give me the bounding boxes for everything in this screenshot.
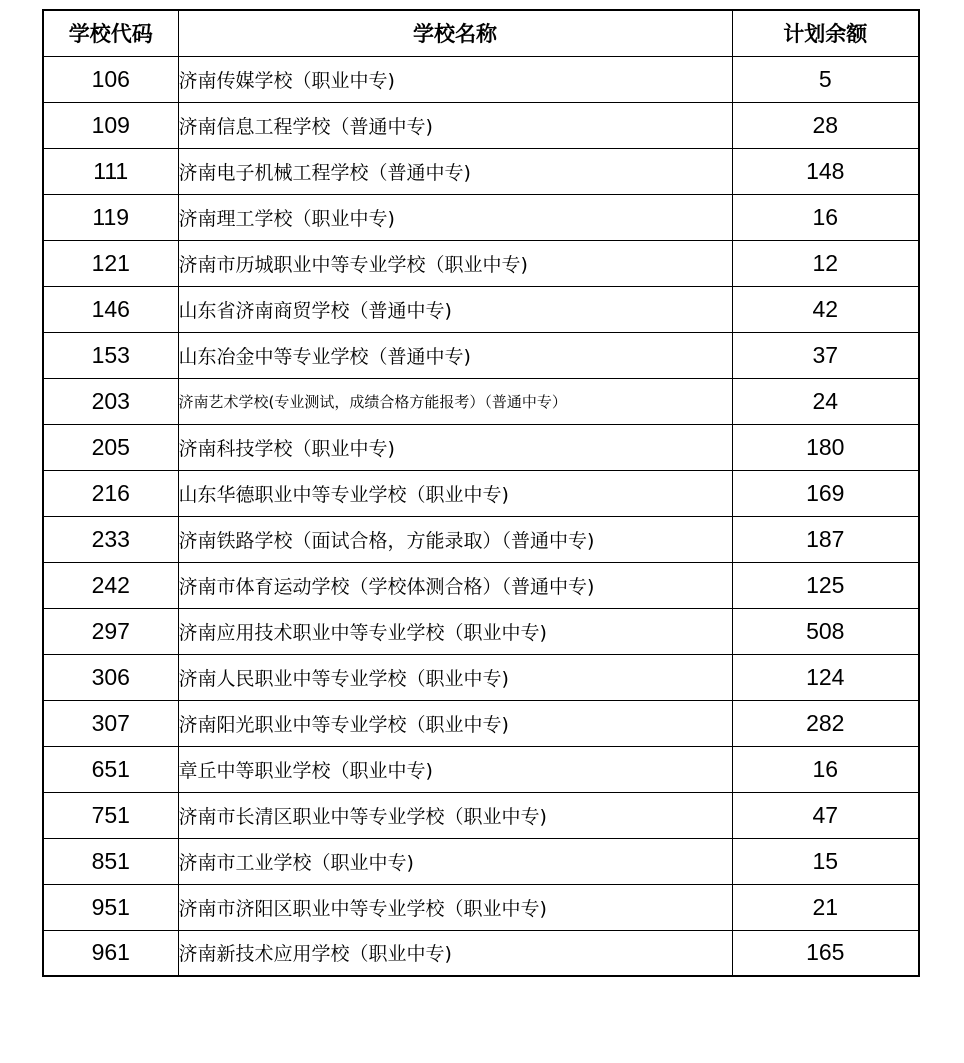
plan-quota-cell: 15 — [732, 838, 919, 884]
school-code-cell: 119 — [43, 194, 178, 240]
table-row — [43, 562, 919, 608]
table-row — [43, 148, 919, 194]
plan-quota-cell: 124 — [732, 654, 919, 700]
school-name-cell: 济南市工业学校（职业中专) — [178, 838, 732, 884]
header-school-name: 学校名称 — [178, 10, 732, 56]
school-code-cell: 205 — [43, 424, 178, 470]
school-name-cell: 济南信息工程学校（普通中专) — [178, 102, 732, 148]
school-name-cell: 济南人民职业中等专业学校（职业中专) — [178, 654, 732, 700]
table-row — [43, 654, 919, 700]
school-code-cell: 306 — [43, 654, 178, 700]
table-row — [43, 102, 919, 148]
plan-quota-cell: 148 — [732, 148, 919, 194]
school-name-cell: 济南应用技术职业中等专业学校（职业中专) — [178, 608, 732, 654]
header-school-code: 学校代码 — [43, 10, 178, 56]
table-row — [43, 332, 919, 378]
header-row — [43, 10, 919, 56]
school-name-cell: 山东冶金中等专业学校（普通中专) — [178, 332, 732, 378]
plan-quota-cell: 21 — [732, 884, 919, 930]
table-row — [43, 608, 919, 654]
school-code-cell: 242 — [43, 562, 178, 608]
plan-quota-cell: 5 — [732, 56, 919, 102]
table-row — [43, 884, 919, 930]
plan-quota-cell: 187 — [732, 516, 919, 562]
table-row — [43, 516, 919, 562]
plan-quota-cell: 16 — [732, 746, 919, 792]
plan-quota-cell: 165 — [732, 930, 919, 976]
school-code-cell: 233 — [43, 516, 178, 562]
school-code-cell: 851 — [43, 838, 178, 884]
school-code-cell: 961 — [43, 930, 178, 976]
table-row — [43, 792, 919, 838]
table-row — [43, 930, 919, 976]
school-name-cell: 济南铁路学校（面试合格，方能录取）（普通中专) — [178, 516, 732, 562]
school-name-cell: 济南市历城职业中等专业学校（职业中专) — [178, 240, 732, 286]
school-name-cell: 山东华德职业中等专业学校（职业中专) — [178, 470, 732, 516]
plan-quota-cell: 180 — [732, 424, 919, 470]
plan-quota-cell: 47 — [732, 792, 919, 838]
table-row — [43, 56, 919, 102]
plan-quota-cell: 42 — [732, 286, 919, 332]
school-name-cell: 济南新技术应用学校（职业中专) — [178, 930, 732, 976]
plan-quota-cell: 16 — [732, 194, 919, 240]
table-row — [43, 470, 919, 516]
school-code-cell: 307 — [43, 700, 178, 746]
plan-quota-cell: 169 — [732, 470, 919, 516]
plan-quota-cell: 12 — [732, 240, 919, 286]
school-name-cell: 济南市济阳区职业中等专业学校（职业中专) — [178, 884, 732, 930]
table-row — [43, 378, 919, 424]
school-code-cell: 109 — [43, 102, 178, 148]
school-code-cell: 146 — [43, 286, 178, 332]
school-code-cell: 111 — [43, 148, 178, 194]
school-name-cell: 济南市体育运动学校（学校体测合格）（普通中专) — [178, 562, 732, 608]
plan-quota-cell: 508 — [732, 608, 919, 654]
school-name-cell: 济南市长清区职业中等专业学校（职业中专) — [178, 792, 732, 838]
table-row — [43, 240, 919, 286]
school-name-cell: 济南理工学校（职业中专) — [178, 194, 732, 240]
table-row — [43, 286, 919, 332]
school-name-cell: 济南艺术学校(专业测试，成绩合格方能报考）（普通中专） — [178, 378, 732, 424]
plan-quota-cell: 28 — [732, 102, 919, 148]
table-row — [43, 700, 919, 746]
plan-quota-cell: 125 — [732, 562, 919, 608]
school-code-cell: 297 — [43, 608, 178, 654]
school-name-cell: 山东省济南商贸学校（普通中专) — [178, 286, 732, 332]
table-row — [43, 746, 919, 792]
table-row — [43, 194, 919, 240]
school-name-cell: 济南科技学校（职业中专) — [178, 424, 732, 470]
school-code-cell: 216 — [43, 470, 178, 516]
school-name-cell: 济南电子机械工程学校（普通中专) — [178, 148, 732, 194]
school-quota-table — [42, 9, 920, 977]
school-name-cell: 章丘中等职业学校（职业中专) — [178, 746, 732, 792]
school-code-cell: 751 — [43, 792, 178, 838]
school-code-cell: 121 — [43, 240, 178, 286]
school-code-cell: 153 — [43, 332, 178, 378]
school-code-cell: 106 — [43, 56, 178, 102]
plan-quota-cell: 24 — [732, 378, 919, 424]
table-row — [43, 838, 919, 884]
table-row — [43, 424, 919, 470]
school-code-cell: 203 — [43, 378, 178, 424]
plan-quota-cell: 37 — [732, 332, 919, 378]
school-name-cell: 济南阳光职业中等专业学校（职业中专) — [178, 700, 732, 746]
plan-quota-cell: 282 — [732, 700, 919, 746]
school-code-cell: 951 — [43, 884, 178, 930]
school-name-cell: 济南传媒学校（职业中专) — [178, 56, 732, 102]
school-code-cell: 651 — [43, 746, 178, 792]
header-plan-quota: 计划余额 — [732, 10, 919, 56]
